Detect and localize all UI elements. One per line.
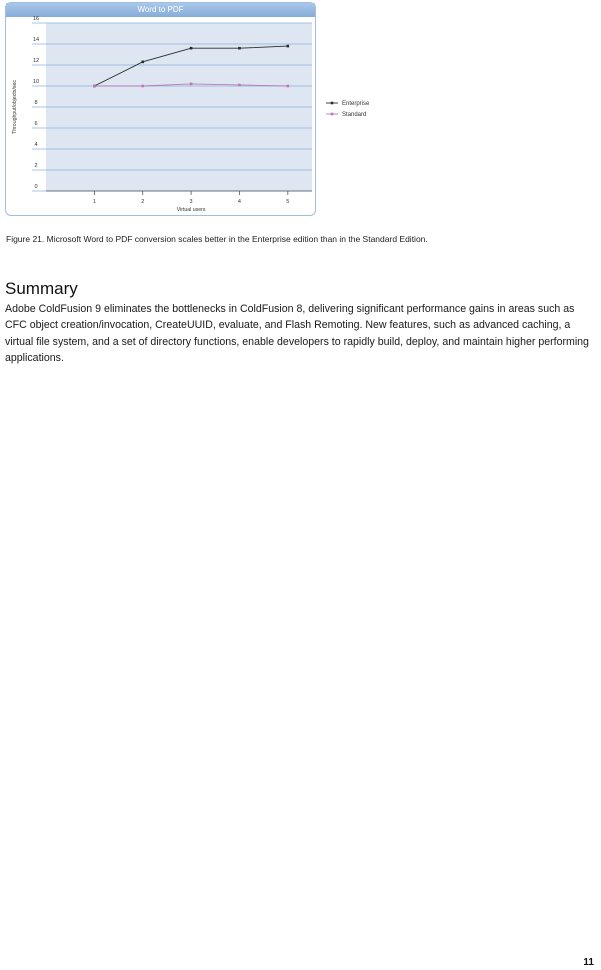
data-point-enterprise xyxy=(287,45,290,48)
data-point-standard xyxy=(93,85,96,88)
x-tick-label: 1 xyxy=(92,199,96,205)
y-tick-label: 14 xyxy=(32,37,40,43)
data-point-enterprise xyxy=(238,47,241,50)
x-tick-label: 5 xyxy=(286,199,290,205)
x-axis-title: Virtual users xyxy=(176,207,206,213)
line-chart xyxy=(6,3,370,217)
x-tick-label: 2 xyxy=(141,199,145,205)
legend-marker-enterprise xyxy=(331,102,334,105)
y-tick-label: 12 xyxy=(32,58,40,64)
chart-panel xyxy=(5,2,370,216)
y-tick-label: 6 xyxy=(34,121,38,127)
y-tick-label: 4 xyxy=(34,142,38,148)
y-tick-label: 8 xyxy=(34,100,38,106)
figure-caption: Figure 21. Microsoft Word to PDF conversion scales better in the Enterprise edition than in the Standard Edition. xyxy=(6,234,428,244)
summary-heading: Summary xyxy=(5,279,78,298)
y-tick-label: 0 xyxy=(34,184,38,190)
y-tick-label: 16 xyxy=(32,16,40,22)
data-point-standard xyxy=(238,84,241,87)
x-tick-label: 3 xyxy=(189,199,193,205)
data-point-enterprise xyxy=(141,61,144,64)
legend-label-enterprise: Enterprise xyxy=(342,101,370,107)
y-tick-label: 2 xyxy=(34,163,38,169)
page-number: 11 xyxy=(583,957,594,968)
data-point-standard xyxy=(287,85,290,88)
data-point-standard xyxy=(141,85,144,88)
summary-paragraph: Adobe ColdFusion 9 eliminates the bottlenecks in ColdFusion 8, delivering significant performance gains in areas such as CFC object creation/invocation, CreateUUID, evaluate, and Flash Remoting. New features, such as advanced caching, a virtual file system, and a set of directory functions, enable developers to rapidly build, deploy, and maintain higher performing applications. xyxy=(5,303,589,364)
data-point-standard xyxy=(190,83,193,86)
y-axis-title: Throughput/objects/sec xyxy=(12,80,18,134)
legend-label-standard: Standard xyxy=(342,112,367,118)
legend-marker-standard xyxy=(331,113,334,116)
y-tick-label: 10 xyxy=(32,79,40,85)
data-point-enterprise xyxy=(190,47,193,50)
x-tick-label: 4 xyxy=(237,199,241,205)
chart-title: Word to PDF xyxy=(6,3,315,17)
